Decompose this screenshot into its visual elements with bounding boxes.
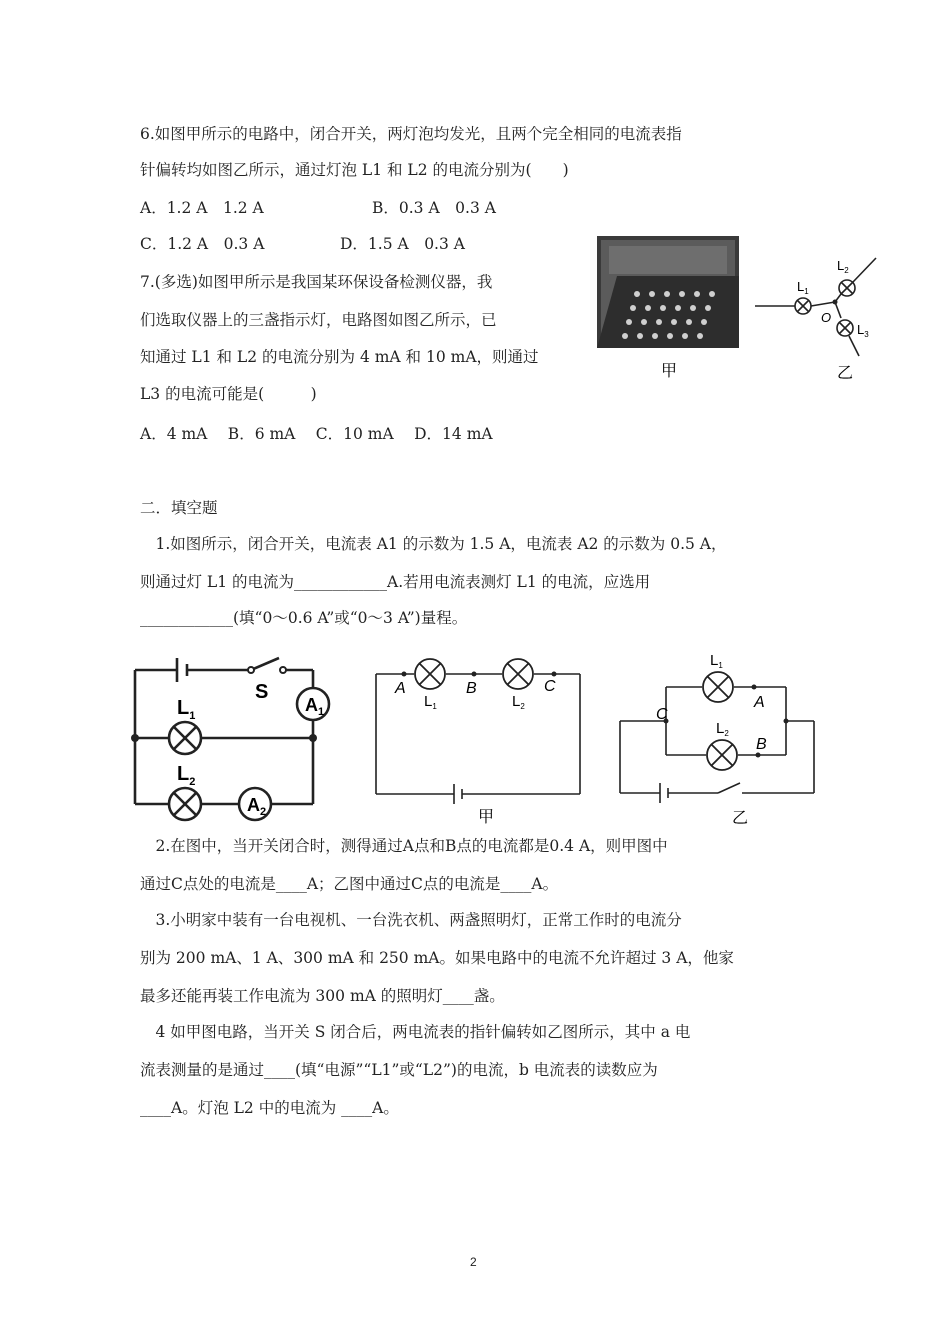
fig2-svg: [374, 650, 614, 830]
fig3-caption: 乙: [731, 810, 749, 827]
point-a-label: A: [754, 694, 765, 711]
ammeter-a2-label: $A_2$: [247, 795, 267, 818]
f2-line-1: 2.在图中，当开关闭合时，测得通过A点和B点的电流都是0.4 A，则甲图中: [140, 837, 668, 855]
point-c-dot: [552, 672, 557, 677]
q7-figure-svg: [597, 236, 879, 382]
junction-left: [131, 734, 139, 742]
fig2-caption: 甲: [477, 809, 495, 826]
device-photo: [597, 236, 739, 382]
label-l1: $L_1$: [797, 279, 809, 296]
q6-option-b: B．0.3 A 0.3 A: [372, 199, 496, 217]
switch-blade: [251, 658, 279, 670]
switch-label: S: [255, 681, 269, 703]
page-number: 2: [470, 1255, 477, 1269]
point-c-label: C: [656, 706, 668, 723]
switch-contact: [280, 667, 286, 673]
lamp-l2-label: $L_2$: [512, 693, 525, 711]
point-a-dot: [752, 685, 757, 690]
q6-option-d: D．1.5 A 0.3 A: [340, 235, 465, 253]
q7-text-line-4: L3 的电流可能是( ): [140, 385, 317, 403]
lamp-l1-label: $L_1$: [424, 693, 437, 711]
junction-right: [309, 734, 317, 742]
point-b-dot: [472, 672, 477, 677]
f1-line-3: ____________(填“0～0.6 A”或“0～3 A”)量程。: [140, 609, 468, 627]
f2-line-2: 通过C点处的电流是____A；乙图中通过C点的电流是____A。: [140, 875, 559, 893]
point-b-label: B: [756, 736, 767, 753]
q7-text-line-2: 们选取仪器上的三盏指示灯，电路图如图乙所示，已: [140, 311, 497, 329]
switch-pivot: [248, 667, 254, 673]
label-l2: $L_2$: [837, 258, 849, 275]
f1-line-2: 则通过灯 L1 的电流为____________A.若用电流表测灯 L1 的电流，应选用: [140, 573, 651, 591]
junction-right: [784, 719, 789, 724]
q7-figure: [597, 236, 879, 382]
fig3-svg: [618, 645, 818, 830]
q7-text-line-3: 知通过 L1 和 L2 的电流分别为 4 mA 和 10 mA，则通过: [140, 348, 539, 366]
f3-line-2: 别为 200 mA、1 A、300 mA 和 250 mA。如果电路中的电流不允许超过 3 A，他家: [140, 949, 734, 967]
q6-text-line-2: 针偏转均如图乙所示，通过灯泡 L1 和 L2 的电流分别为( ): [140, 161, 569, 179]
node-o-dot: [833, 300, 838, 305]
point-c-label: C: [544, 678, 556, 695]
label-node-o: O: [821, 310, 832, 325]
q7-text-line-1: 7.(多选)如图甲所示是我国某环保设备检测仪器，我: [140, 273, 493, 291]
lamp-l2-label: $L_2$: [716, 720, 729, 738]
q7-options: A．4 mA B．6 mA C．10 mA D．14 mA: [140, 425, 493, 443]
switch-blade: [718, 783, 740, 793]
q6-option-a: A．1.2 A 1.2 A: [140, 199, 264, 217]
f3-line-3: 最多还能再装工作电流为 300 mA 的照明灯____盏。: [140, 987, 505, 1005]
ammeter-a1-label: $A_1$: [305, 695, 325, 718]
lamp-l1-label: $L_1$: [710, 652, 723, 670]
f4-line-1: 4 如甲图电路，当开关 S 闭合后，两电流表的指针偏转如乙图所示，其中 a 电: [140, 1023, 691, 1041]
fig-label-yi: 乙: [836, 365, 854, 382]
point-a-label: A: [395, 680, 406, 697]
point-a-dot: [402, 672, 407, 677]
f4-line-3: ____A。灯泡 L2 中的电流为 ____A。: [140, 1099, 399, 1117]
fig-label-jia: 甲: [660, 363, 678, 380]
f1-line-1: 1.如图所示，闭合开关，电流表 A1 的示数为 1.5 A，电流表 A2 的示数为 0.5 A，: [140, 535, 727, 553]
lamp-l1-label: $L_1$: [177, 697, 196, 722]
fig1-circuit: [129, 652, 335, 828]
fig2-circuit: [374, 650, 614, 830]
f3-line-1: 3.小明家中装有一台电视机、一台洗衣机、两盏照明灯，正常工作时的电流分: [140, 911, 682, 929]
q7-circuit: [755, 258, 876, 356]
q6-text-line-1: 6.如图甲所示的电路中，闭合开关，两灯泡均发光，且两个完全相同的电流表指: [140, 125, 682, 143]
q6-option-c: C．1.2 A 0.3 A: [140, 235, 265, 253]
lamp-l2-label: $L_2$: [177, 763, 196, 788]
section-2-title: 二．填空题: [140, 499, 218, 517]
fig1-svg: [129, 652, 335, 828]
label-l3: $L_3$: [857, 322, 869, 339]
f4-line-2: 流表测量的是通过____(填“电源”“L1”或“L2”)的电流，b 电流表的读数应为: [140, 1061, 658, 1079]
point-b-label: B: [466, 680, 477, 697]
fig3-circuit: [618, 645, 818, 830]
point-b-dot: [756, 753, 761, 758]
